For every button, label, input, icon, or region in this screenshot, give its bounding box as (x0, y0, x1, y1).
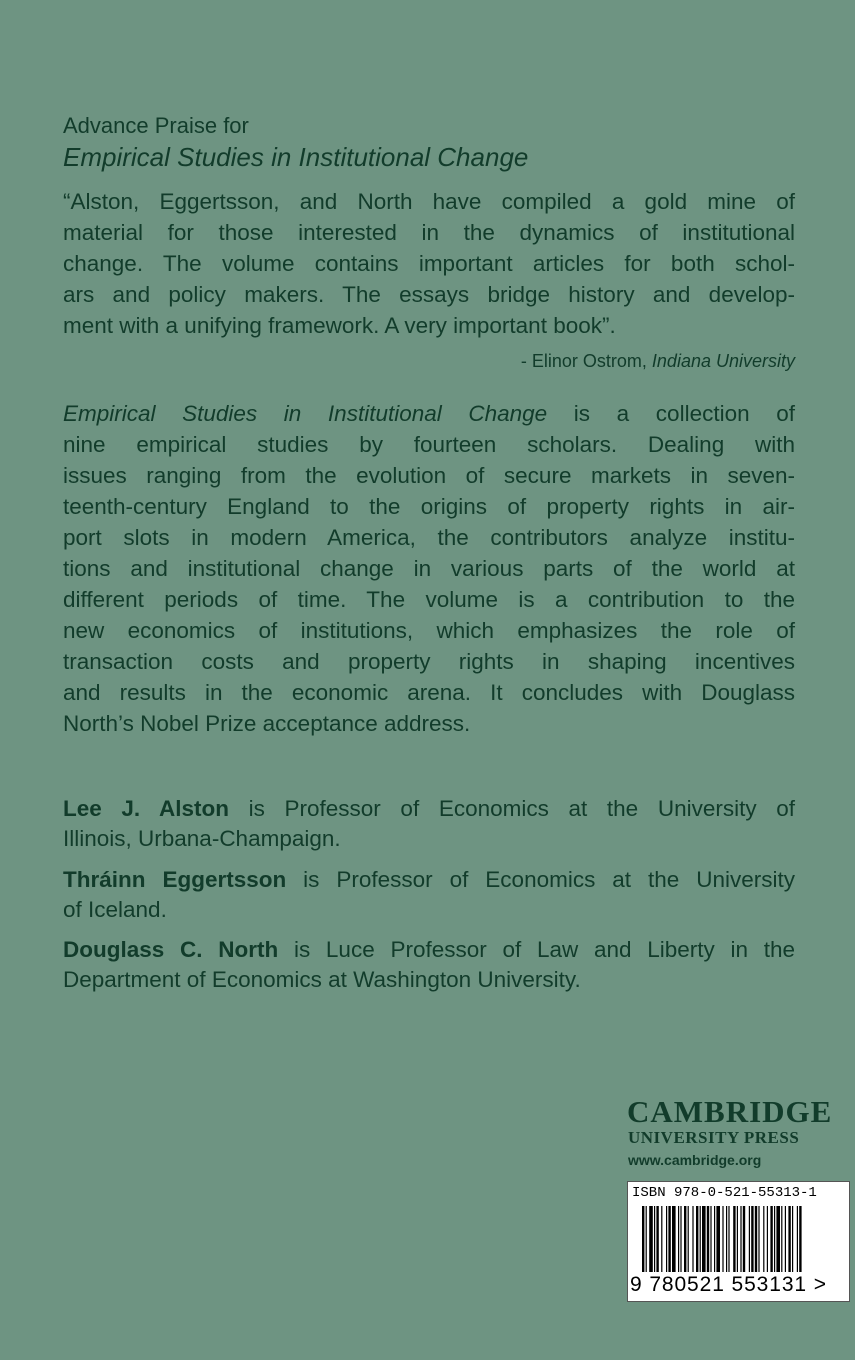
praise-heading: Advance Praise for (63, 113, 249, 138)
barcode-bar (696, 1206, 698, 1272)
author-bio-eggertsson (63, 865, 795, 925)
quote-attribution (521, 348, 795, 374)
barcode-bar (788, 1206, 790, 1272)
isbn-barcode-label (627, 1181, 850, 1302)
book-description (63, 398, 795, 739)
barcode-bar (763, 1206, 764, 1272)
bio-text: is Professor of Economics at the University of (228, 796, 796, 821)
book-title: Empirical Studies in Institutional Change (63, 142, 529, 172)
description-line: teenth-century England to the origins of property rights in air- (63, 494, 795, 519)
bio-text: is Luce Professor of Law and Liberty in the (278, 937, 795, 962)
quote-line: material for those interested in the dynamics of institutional (63, 220, 795, 245)
barcode-bar (751, 1206, 753, 1272)
author-bio-alston (63, 794, 795, 854)
description-line: tions and institutional change in various parts of the world at (63, 556, 795, 581)
barcode-bar (680, 1206, 681, 1272)
barcode-bar (707, 1206, 709, 1272)
barcode-bar (722, 1206, 723, 1272)
barcode-bar (654, 1206, 655, 1272)
description-line: North’s Nobel Prize acceptance address. (63, 711, 471, 736)
barcode-bar (678, 1206, 679, 1272)
description-line (63, 398, 795, 429)
publisher-subtitle: UNIVERSITY PRESS (628, 1128, 800, 1147)
author-bio-north (63, 935, 795, 995)
barcode-icon (632, 1206, 844, 1272)
barcode-bar (755, 1206, 757, 1272)
barcode-bar (649, 1206, 653, 1272)
description-line: issues ranging from the evolution of secure markets in seven- (63, 463, 795, 488)
quote-line: “Alston, Eggertsson, and North have compiled a gold mine of (63, 189, 795, 214)
barcode-bar (799, 1206, 801, 1272)
barcode-bar (733, 1206, 735, 1272)
barcode-bar (728, 1206, 729, 1272)
barcode-bar (785, 1206, 786, 1272)
barcode-bar (692, 1206, 693, 1272)
barcode-bar (716, 1206, 720, 1272)
barcode-digits: 9 780521 553131 > (630, 1273, 827, 1296)
bio-text: of Iceland. (63, 897, 167, 922)
barcode-bar (684, 1206, 686, 1272)
praise-quote (63, 186, 795, 341)
barcode-bar (646, 1206, 647, 1272)
description-line: new economics of institutions, which emphasizes the role of (63, 618, 795, 643)
barcode-bar (740, 1206, 741, 1272)
barcode-bar (656, 1206, 658, 1272)
attribution-affiliation: Indiana University (651, 351, 795, 371)
bio-text: is Professor of Economics at the University (286, 867, 795, 892)
isbn-number: ISBN 978-0-521-55313-1 (632, 1185, 817, 1201)
barcode-bar (758, 1206, 759, 1272)
description-line: and results in the economic arena. It concludes with Douglass (63, 680, 795, 705)
publisher-block (547, 1086, 855, 1360)
barcode-bar (666, 1206, 667, 1272)
barcode-bar (668, 1206, 670, 1272)
barcode-bar (781, 1206, 782, 1272)
barcode-bar (726, 1206, 727, 1272)
publisher-website: www.cambridge.org (628, 1152, 762, 1168)
barcode-bar (710, 1206, 711, 1272)
description-line: transaction costs and property rights in shaping incentives (63, 649, 795, 674)
description-title: Empirical Studies in Institutional Change (63, 401, 548, 426)
barcode-bar (714, 1206, 715, 1272)
barcode-bar (688, 1206, 689, 1272)
barcode-bar (792, 1206, 793, 1272)
barcode-bar (661, 1206, 662, 1272)
barcode-bar (743, 1206, 745, 1272)
description-line: nine empirical studies by fourteen scholars. Dealing with (63, 432, 795, 457)
author-name: Lee J. Alston (63, 796, 229, 821)
description-first-line-rest: is a collection of (547, 401, 795, 426)
barcode-bar (642, 1206, 644, 1272)
barcode-bar (797, 1206, 798, 1272)
barcode-bar (700, 1206, 701, 1272)
barcode-bar (767, 1206, 768, 1272)
quote-line: change. The volume contains important articles for both schol- (63, 251, 795, 276)
description-line: different periods of time. The volume is a contribution to the (63, 587, 795, 612)
author-name: Douglass C. North (63, 937, 279, 962)
quote-line: ment with a unifying framework. A very important book”. (63, 313, 616, 338)
author-name: Thráinn Eggertsson (63, 867, 287, 892)
barcode-bar (672, 1206, 676, 1272)
bio-text: Department of Economics at Washington University. (63, 967, 581, 992)
barcode-bar (749, 1206, 750, 1272)
barcode-bar (737, 1206, 738, 1272)
barcode-bar (702, 1206, 706, 1272)
barcode-bar (774, 1206, 775, 1272)
description-line: port slots in modern America, the contributors analyze institu- (63, 525, 795, 550)
bio-text: Illinois, Urbana-Champaign. (63, 826, 341, 851)
barcode-bar (770, 1206, 772, 1272)
attribution-name: - Elinor Ostrom, (520, 351, 647, 371)
publisher-logo: CAMBRIDGE (627, 1094, 833, 1129)
barcode-bar (776, 1206, 780, 1272)
quote-line: ars and policy makers. The essays bridge history and develop- (63, 282, 795, 307)
